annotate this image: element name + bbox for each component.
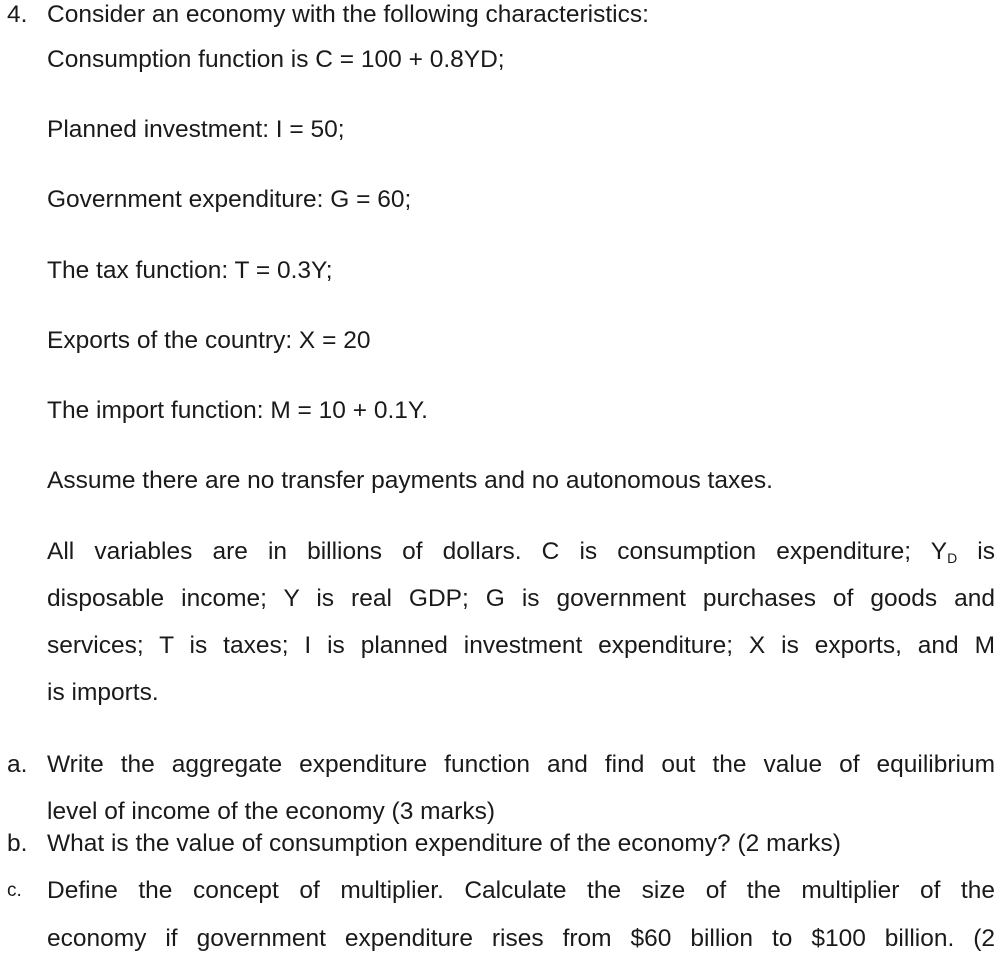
consumption-function: Consumption function is C = 100 + 0.8YD; bbox=[47, 46, 505, 73]
definitions-line-4: is imports. bbox=[47, 679, 159, 706]
definitions-line-1-text: All variables are in billions of dollars. C is consumption expenditure; Y bbox=[47, 538, 948, 565]
part-a-line-2: level of income of the economy (3 marks) bbox=[47, 798, 495, 825]
definitions-line-1-end: is bbox=[957, 538, 995, 565]
government-expenditure: Government expenditure: G = 60; bbox=[47, 186, 412, 213]
subscript-d: D bbox=[947, 550, 958, 566]
question-number: 4. bbox=[7, 1, 28, 28]
exports-value: Exports of the country: X = 20 bbox=[47, 327, 371, 354]
definitions-line-1 bbox=[47, 537, 995, 573]
tax-function: The tax function: T = 0.3Y; bbox=[47, 257, 333, 284]
definitions-line-3: services; T is taxes; I is planned investment expenditure; X is exports, and M bbox=[47, 632, 995, 659]
part-c-marker: c. bbox=[7, 880, 22, 901]
part-a-line-1: Write the aggregate expenditure function and find out the value of equilibrium bbox=[47, 751, 995, 778]
assumption-text: Assume there are no transfer payments and no autonomous taxes. bbox=[47, 467, 773, 494]
part-b-marker: b. bbox=[7, 830, 28, 857]
definitions-line-2: disposable income; Y is real GDP; G is government purchases of goods and bbox=[47, 585, 995, 612]
part-c-line-1: Define the concept of multiplier. Calculate the size of the multiplier of the bbox=[47, 877, 995, 904]
part-c-line-2: economy if government expenditure rises from $60 billion to $100 billion. (2 bbox=[47, 925, 995, 952]
import-function: The import function: M = 10 + 0.1Y. bbox=[47, 397, 428, 424]
planned-investment: Planned investment: I = 50; bbox=[47, 116, 345, 143]
part-b-line-1: What is the value of consumption expenditure of the economy? (2 marks) bbox=[47, 830, 841, 857]
part-a-marker: a. bbox=[7, 751, 28, 778]
question-intro: Consider an economy with the following characteristics: bbox=[47, 1, 649, 28]
